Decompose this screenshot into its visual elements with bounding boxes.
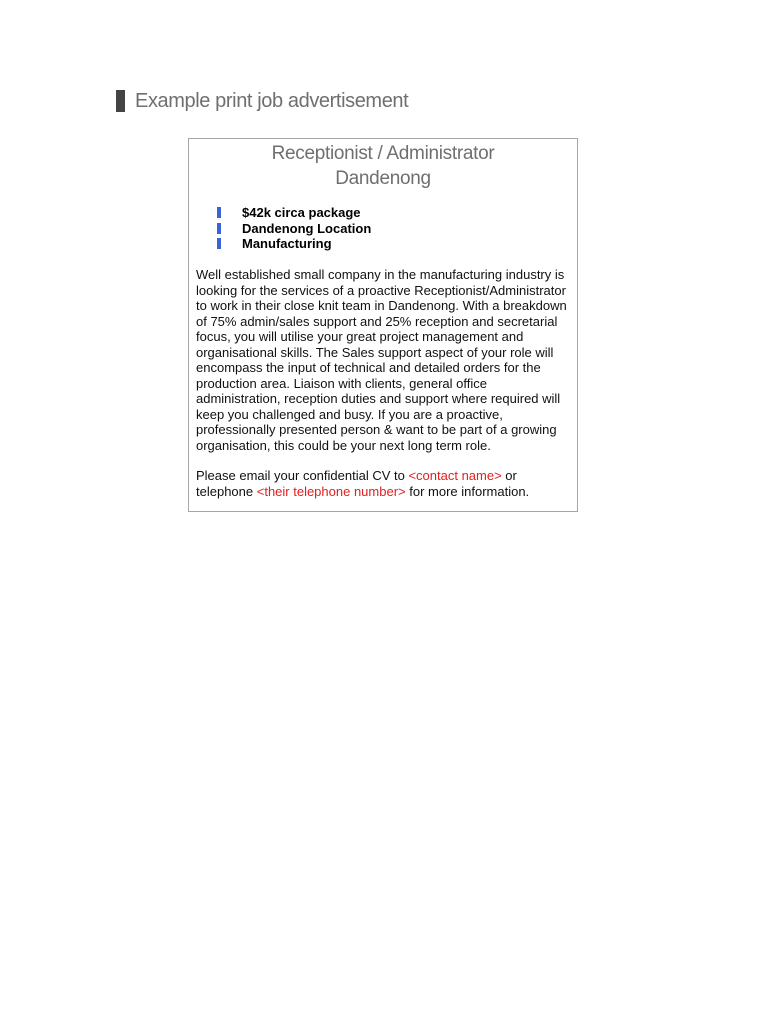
ad-title-role: Receptionist / Administrator xyxy=(271,143,495,164)
heading-bar-marker xyxy=(116,90,125,112)
contact-text-1: Please email your confidential CV to xyxy=(196,468,409,483)
ad-highlights-list xyxy=(189,205,577,251)
highlight-salary: $42k circa package xyxy=(242,205,361,220)
list-item xyxy=(217,205,577,220)
ad-contact-info xyxy=(196,468,571,499)
list-item xyxy=(217,236,577,251)
section-heading xyxy=(116,88,408,114)
highlight-location: Dandenong Location xyxy=(242,220,372,236)
bullet-icon xyxy=(217,207,221,218)
ad-title xyxy=(189,141,577,191)
contact-name-placeholder: <contact name> xyxy=(408,468,502,483)
contact-text-2: or telephone xyxy=(196,468,517,499)
ad-description: Well established small company in the manufacturing industry is looking for the services of a proactive Receptionist/Administrator to work in their close knit team in Dandenong. With a breakdown of 75% admin/sales support and 25% reception and secretarial focus, you will utilise your great project management and organisational skills. The Sales support aspect of your role will encompass the input of technical and detailed orders for the production area. Liaison with clients, general office administration, reception duties and support where required will keep you challenged and busy. If you are a proactive, professionally presented person & want to be part of a growing organisation, this could be your next long term role. xyxy=(196,267,567,453)
bullet-icon xyxy=(217,238,221,249)
contact-text-3: for more information. xyxy=(405,483,530,499)
list-item xyxy=(217,221,577,236)
job-advertisement-box xyxy=(188,138,578,512)
section-heading-text: Example print job advertisement xyxy=(135,89,409,112)
bullet-icon xyxy=(217,223,221,234)
phone-number-placeholder: <their telephone number> xyxy=(256,483,406,499)
ad-title-location: Dandenong xyxy=(335,168,431,189)
highlight-industry: Manufacturing xyxy=(242,236,332,251)
